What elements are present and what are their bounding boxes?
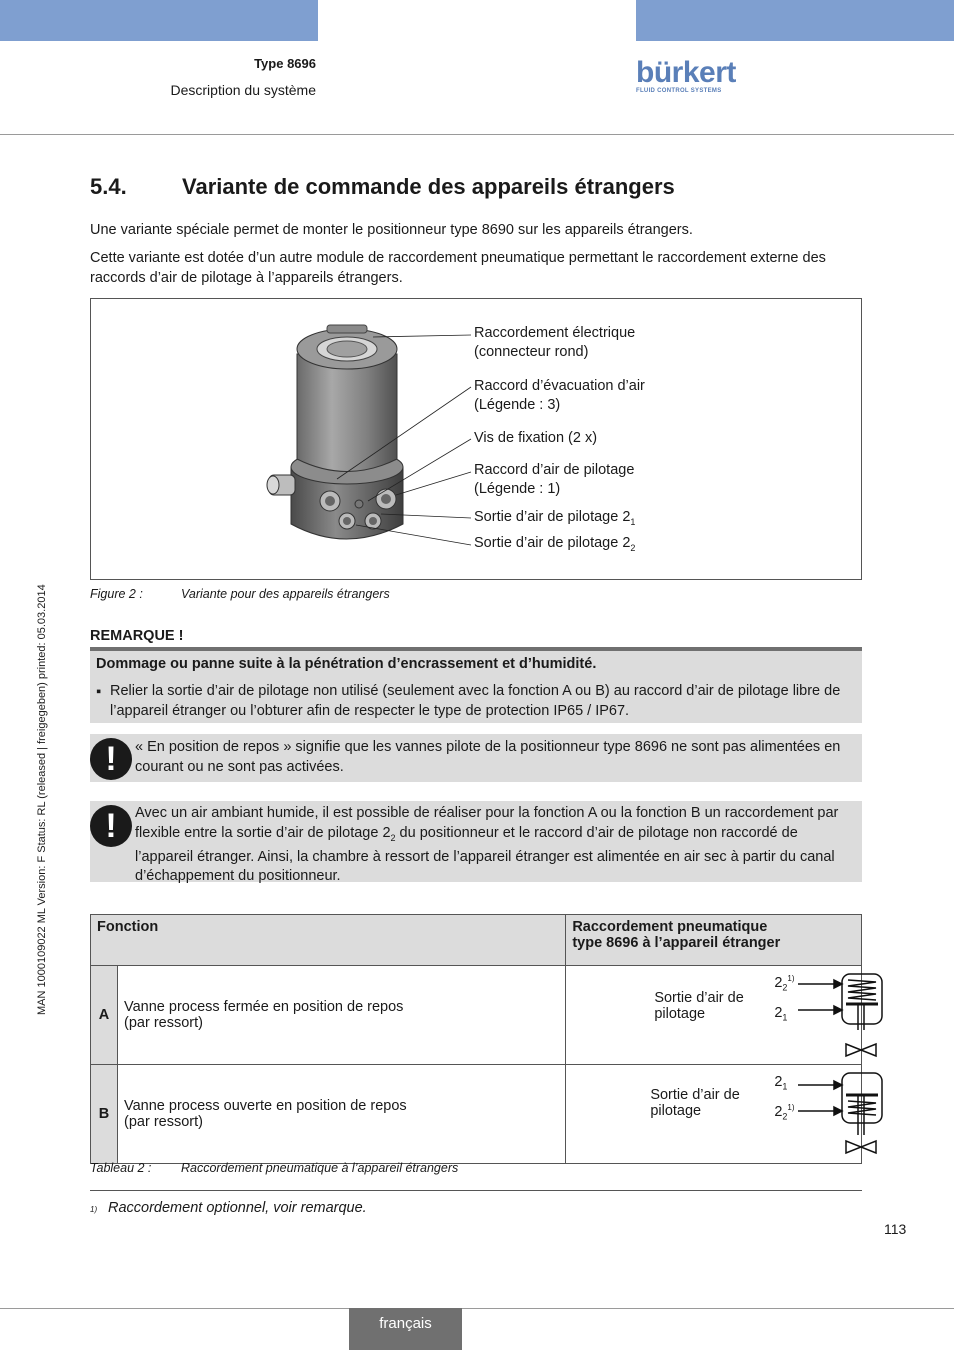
intro-paragraph-1: Une variante spéciale permet de monter le positionneur type 8690 sur les appareils étrangers. [90,222,693,238]
table-caption-label: Tableau 2 : [90,1161,152,1175]
section-title-text: Variante de commande des appareils étrangers [182,174,675,199]
legend-outlet-21 [474,508,635,532]
legend-outlet-22-sub: 2 [630,542,636,553]
legend-pilot-air [474,461,634,499]
header-divider [0,134,954,135]
table-header-connection-line2: type 8696 à l’appareil étranger [572,935,781,951]
row-outlet-label [650,1087,739,1119]
legend-outlet-21-sub: 1 [630,516,636,527]
note-2-text-a: Avec un air ambiant humide, il est possible de réaliser pour la fonction A ou la fonction B un raccordement par flexible entre la sortie d’air de pilotage 2 [135,805,839,841]
language-tab: français [349,1308,462,1350]
header-bar-left [0,0,318,41]
table-row [91,1065,862,1164]
footnote-text: Raccordement optionnel, voir remarque. [108,1200,367,1216]
port-label-bottom-sup: 1) [787,1103,795,1112]
legend-pilot-air-line2: (Légende : 1) [474,481,561,497]
note-2-text-b: du positionneur et le raccord d’air de pilotage non raccordé de l’appareil étranger. Ainsi, la chambre à ressort de l’appareil étranger est alimentée en air sec à partir du canal d’échappement du positionneur. [135,824,835,885]
document-side-note: MAN 1000109022 ML Version: F Status: RL (released | freigegeben) printed: 05.03.2014 [36,584,48,1015]
legend-exhaust [474,377,645,415]
legend-pilot-air-line1: Raccord d’air de pilotage [474,462,635,478]
row-outlet-line2: pilotage [654,1006,706,1022]
table-header-row [91,915,862,966]
note-1-text: « En position de repos » signifie que les vannes pilote de la positionneur type 8696 ne sont pas alimentées en courant ou ne sont pas activées. [135,739,841,775]
port-label-top-num: 2 [774,974,783,991]
row-outlet-label [654,990,743,1022]
logo-tagline: FLUID CONTROL SYSTEMS [636,88,722,94]
port-label-bottom-num: 2 [774,1103,783,1120]
doc-subtitle: Description du système [170,82,316,98]
port-label-bottom-num: 2 [774,1004,783,1021]
remarque-label: REMARQUE ! [90,628,184,644]
legend-electrical-line2: (connecteur rond) [474,344,589,360]
doc-type: Type 8696 [254,56,316,71]
row-outlet-line2: pilotage [650,1103,702,1119]
remarque-box [90,651,862,723]
port-label-top [774,1073,787,1092]
intro-paragraph-2: Cette variante est dotée d’un autre module de raccordement pneumatique permettant le raccordement externe des raccords d’air de pilotage à l’appareils étrangers. [90,250,826,286]
row-desc-line2: (par ressort) [124,1114,203,1130]
row-description [118,966,566,1065]
port-label-bottom-sub: 2 [782,1111,788,1122]
legend-screws: Vis de fixation (2 x) [474,430,598,446]
logo-wordmark: bürkert [636,56,736,89]
legend-electrical [474,324,635,362]
row-diagram-cell [566,1065,862,1164]
row-desc-line2: (par ressort) [124,1015,203,1031]
remarque-heading: Dommage ou panne suite à la pénétration d’encrassement et d’humidité. [96,656,597,672]
burkert-logo [636,58,736,98]
port-label-top-sub: 1 [782,1081,788,1092]
header-bar-right [636,0,954,41]
legend-exhaust-line2: (Légende : 3) [474,397,561,413]
legend-electrical-line1: Raccordement électrique [474,325,636,341]
row-diagram-cell [566,966,862,1065]
legend-outlet-21-text: Sortie d’air de pilotage 2 [474,509,631,525]
port-label-bottom [774,1004,787,1023]
port-label-top-num: 2 [774,1073,783,1090]
section-title [90,174,675,200]
section-number: 5.4. [90,174,127,199]
port-label-bottom [774,1103,794,1122]
table-header-function: Fonction [91,915,566,966]
page-number: 113 [884,1221,907,1237]
footnote [90,1200,367,1216]
row-desc-line1: Vanne process ouverte en position de repos [124,1098,407,1114]
figure-box [90,298,862,580]
note-box-2 [90,801,862,885]
row-letter: B [91,1065,118,1164]
note-2-text [135,804,859,887]
footnote-rule [90,1190,862,1191]
row-letter: A [91,966,118,1065]
note-box-1 [90,734,862,782]
legend-outlet-22-text: Sortie d’air de pilotage 2 [474,535,631,551]
table-caption [90,1161,458,1175]
row-desc-line1: Vanne process fermée en position de repos [124,999,404,1015]
table-caption-text: Raccordement pneumatique à l’appareil étrangers [181,1161,459,1175]
row-description [118,1065,566,1164]
note-2-sub: 2 [390,832,396,843]
actuator-diagram-a [796,970,906,1062]
exclamation-icon: ! [90,738,132,780]
port-label-bottom-sub: 1 [782,1012,788,1023]
figure-caption [90,587,390,601]
footer-divider [0,1308,954,1309]
figure-caption-label: Figure 2 : [90,587,143,601]
legend-outlet-22 [474,534,635,558]
table-header-connection [566,915,862,966]
actuator-diagram-b [796,1069,906,1161]
figure-caption-text: Variante pour des appareils étrangers [181,587,390,601]
table-row [91,966,862,1065]
port-label-top [774,974,794,993]
row-outlet-line1: Sortie d’air de [654,990,744,1006]
connection-table [90,914,862,1164]
bullet-icon: ▪ [96,684,102,700]
exclamation-icon: ! [90,805,132,847]
table-header-connection-line1: Raccordement pneumatique [572,919,768,935]
port-label-top-sub: 2 [782,982,788,993]
legend-exhaust-line1: Raccord d’évacuation d’air [474,378,645,394]
row-outlet-line1: Sortie d’air de [650,1087,740,1103]
remarque-bullet: Relier la sortie d’air de pilotage non utilisé (seulement avec la fonction A ou B) au raccord d’air de pilotage libre de l’appareil étranger ou l’obturer afin de respecter le type de protection IP65 / IP67. [110,683,841,719]
footnote-mark: 1) [90,1205,98,1214]
port-label-top-sup: 1) [787,974,795,983]
